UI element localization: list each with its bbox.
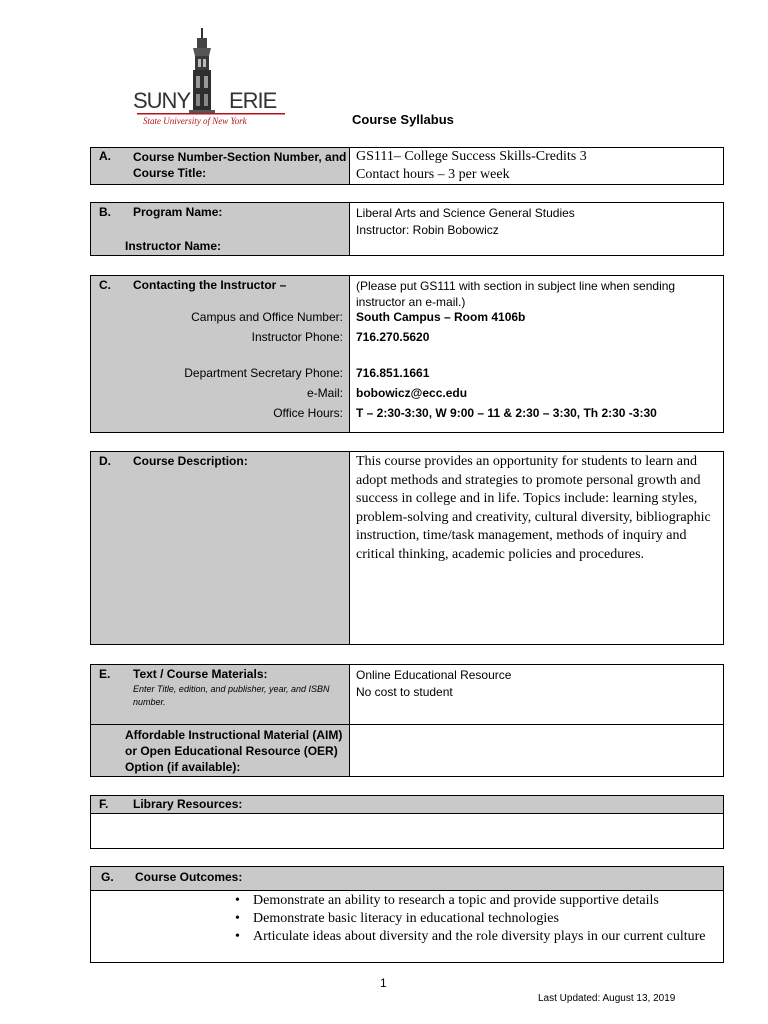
section-b-program (90, 202, 724, 256)
office-hours-label: Office Hours: (91, 406, 350, 433)
instructor-name-value: Instructor: Robin Bobowicz (356, 223, 499, 237)
course-description-text: This course provides an opportunity for students to learn and adopt methods and strategies to promote personal growth and success in college and in life. Topics include: learning styles, problem-solving and creativity, cultural diversity, bibliographic instruction, time/task management, methods of inquiry and critical thinking, academic policies and procedures. (356, 454, 711, 562)
section-letter: C. (99, 278, 111, 292)
contact-label: Contacting the Instructor – (133, 278, 287, 292)
secretary-phone-label: Department Secretary Phone: (91, 366, 350, 386)
section-e-materials (90, 664, 724, 777)
instructor-phone-value: 716.270.5620 (356, 330, 430, 344)
instructor-name-label: Instructor Name: (125, 239, 222, 253)
text-materials-sublabel: Enter Title, edition, and publisher, year, and ISBN number. (133, 684, 330, 707)
document-title: Course Syllabus (352, 112, 454, 127)
section-g-outcomes (90, 866, 724, 963)
section-a-course-number (90, 147, 724, 185)
instructor-phone-label: Instructor Phone: (91, 330, 350, 366)
clock-tower-icon (133, 26, 293, 130)
outcomes-list (227, 892, 713, 946)
section-d-description (90, 451, 724, 645)
campus-office-value: South Campus – Room 4106b (356, 310, 526, 324)
course-outcomes-label: Course Outcomes: (135, 870, 243, 884)
list-item: • Demonstrate basic literacy in educational technologies (227, 910, 713, 928)
materials-value-1: Online Educational Resource (356, 668, 512, 682)
program-name-value: Liberal Arts and Science General Studies (356, 206, 575, 220)
text-materials-label: Text / Course Materials: (133, 667, 268, 681)
campus-office-label: Campus and Office Number: (91, 310, 350, 330)
course-title-label: Course Title: (133, 166, 207, 180)
contact-hours-value: Contact hours – 3 per week (356, 167, 510, 182)
section-letter: B. (99, 205, 111, 219)
logo-suny-text: SUNY (133, 88, 191, 113)
aim-oer-label: Affordable Instructional Material (AIM) or Open Educational Resource (OER) Option (if available): (125, 728, 343, 774)
list-item: • Demonstrate an ability to research a topic and provide supportive details (227, 892, 713, 910)
email-value[interactable]: bobowicz@ecc.edu (356, 386, 468, 400)
office-hours-value: T – 2:30-3:30, W 9:00 – 11 & 2:30 – 3:30, Th 2:30 -3:30 (356, 406, 657, 420)
email-label: e-Mail: (91, 386, 350, 406)
materials-value-2: No cost to student (356, 685, 453, 699)
aim-oer-value (350, 725, 724, 777)
section-letter: G. (101, 870, 114, 884)
library-resources-value (91, 814, 724, 849)
section-c-contact (90, 275, 724, 433)
course-number-value: GS111– College Success Skills-Credits 3 (356, 149, 587, 164)
logo-erie-text: ERIE (229, 88, 277, 113)
list-item: • Articulate ideas about diversity and the role diversity plays in our current culture (227, 928, 713, 946)
section-letter: F. (99, 797, 109, 811)
secretary-phone-value: 716.851.1661 (356, 366, 430, 380)
suny-erie-logo (133, 26, 293, 130)
course-number-label: Course Number-Section Number, and (133, 150, 347, 164)
library-resources-label: Library Resources: (133, 797, 243, 811)
contact-note: (Please put GS111 with section in subject line when sending instructor an e-mail.) (356, 279, 676, 309)
last-updated: Last Updated: August 13, 2019 (538, 993, 676, 1004)
page-number: 1 (380, 976, 387, 990)
section-letter: D. (99, 454, 111, 468)
section-letter: E. (99, 667, 111, 681)
logo-tagline: State University of New York (143, 116, 247, 126)
section-letter: A. (99, 149, 111, 163)
section-f-library (90, 795, 724, 849)
course-description-label: Course Description: (133, 454, 248, 468)
program-name-label: Program Name: (133, 205, 223, 219)
